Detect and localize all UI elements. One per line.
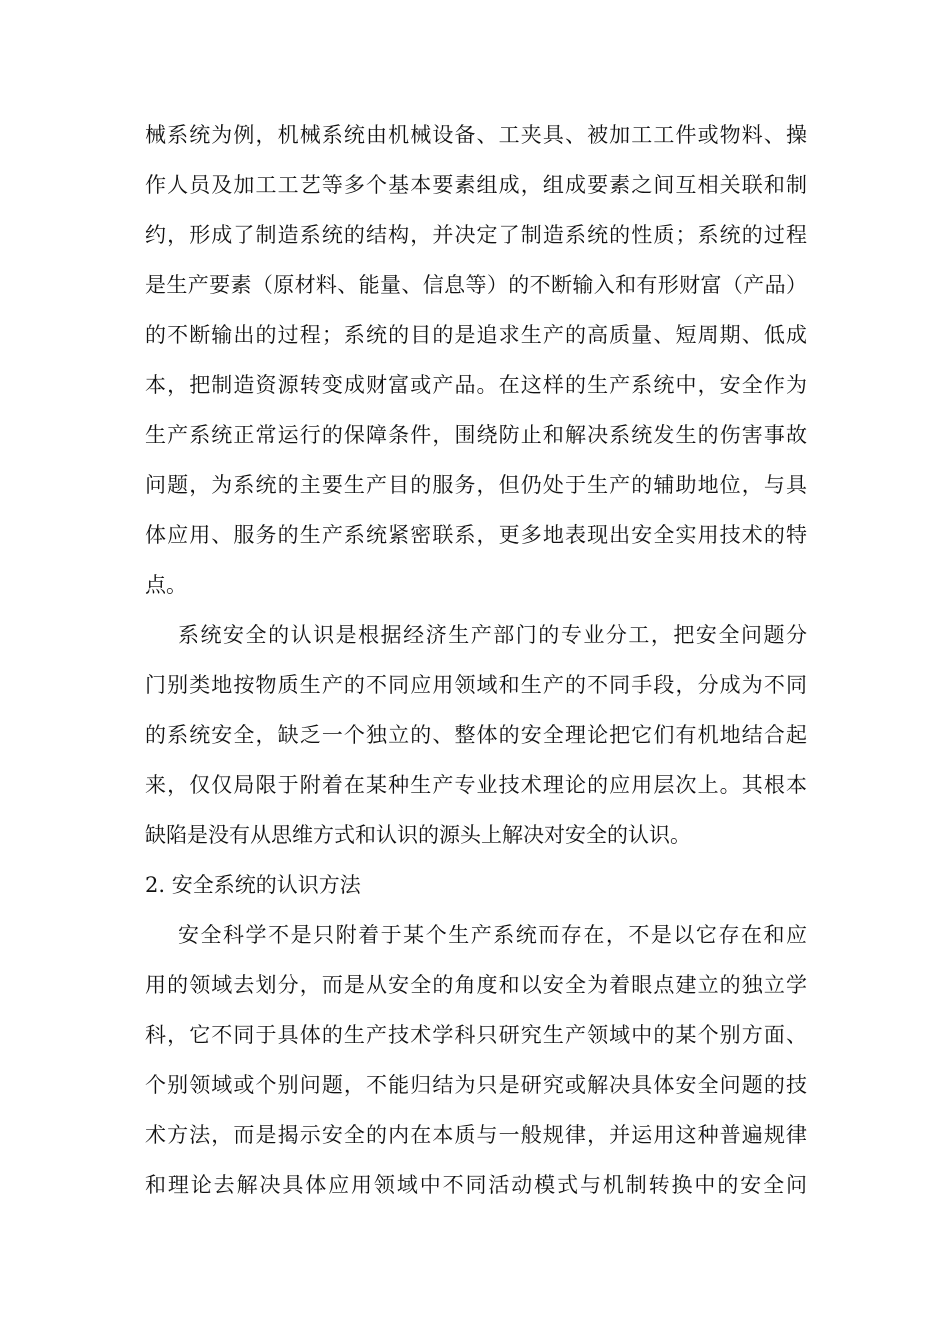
text-line: 门别类地按物质生产的不同应用领域和生产的不同手段，分成为不同 (145, 673, 807, 697)
paragraph-first-line: 安全科学不是只附着于某个生产系统而存在，不是以它存在和应 (178, 923, 807, 947)
text-line: 和理论去解决具体应用领域中不同活动模式与机制转换中的安全问 (145, 1173, 807, 1197)
text-line: 作人员及加工工艺等多个基本要素组成，组成要素之间互相关联和制 (145, 173, 807, 197)
text-line: 约，形成了制造系统的结构，并决定了制造系统的性质；系统的过程 (145, 223, 807, 247)
text-line: 生产系统正常运行的保障条件，围绕防止和解决系统发生的伤害事故 (145, 423, 807, 447)
text-line: 械系统为例，机械系统由机械设备、工夹具、被加工工件或物料、操 (145, 123, 807, 147)
text-line: 的系统安全，缺乏一个独立的、整体的安全理论把它们有机地结合起 (145, 723, 807, 747)
text-line: 是生产要素（原材料、能量、信息等）的不断输入和有形财富（产品） (145, 273, 807, 297)
section-heading: 2. 安全系统的认识方法 (145, 873, 361, 897)
text-line: 科，它不同于具体的生产技术学科只研究生产领域中的某个别方面、 (145, 1023, 807, 1047)
paragraph-first-line: 系统安全的认识是根据经济生产部门的专业分工，把安全问题分 (178, 623, 807, 647)
text-line: 缺陷是没有从思维方式和认识的源头上解决对安全的认识。 (145, 823, 691, 847)
text-line: 的不断输出的过程；系统的目的是追求生产的高质量、短周期、低成 (145, 323, 807, 347)
text-line: 问题，为系统的主要生产目的服务，但仍处于生产的辅助地位，与具 (145, 473, 807, 497)
text-line: 来，仅仅局限于附着在某种生产专业技术理论的应用层次上。其根本 (145, 773, 807, 797)
text-line: 术方法，而是揭示安全的内在本质与一般规律，并运用这种普遍规律 (145, 1123, 807, 1147)
text-line: 体应用、服务的生产系统紧密联系，更多地表现出安全实用技术的特 (145, 523, 807, 547)
text-line: 本，把制造资源转变成财富或产品。在这样的生产系统中，安全作为 (145, 373, 807, 397)
text-line: 个别领域或个别问题，不能归结为只是研究或解决具体安全问题的技 (145, 1073, 807, 1097)
text-line: 点。 (145, 573, 187, 597)
text-line: 用的领域去划分，而是从安全的角度和以安全为着眼点建立的独立学 (145, 973, 807, 997)
